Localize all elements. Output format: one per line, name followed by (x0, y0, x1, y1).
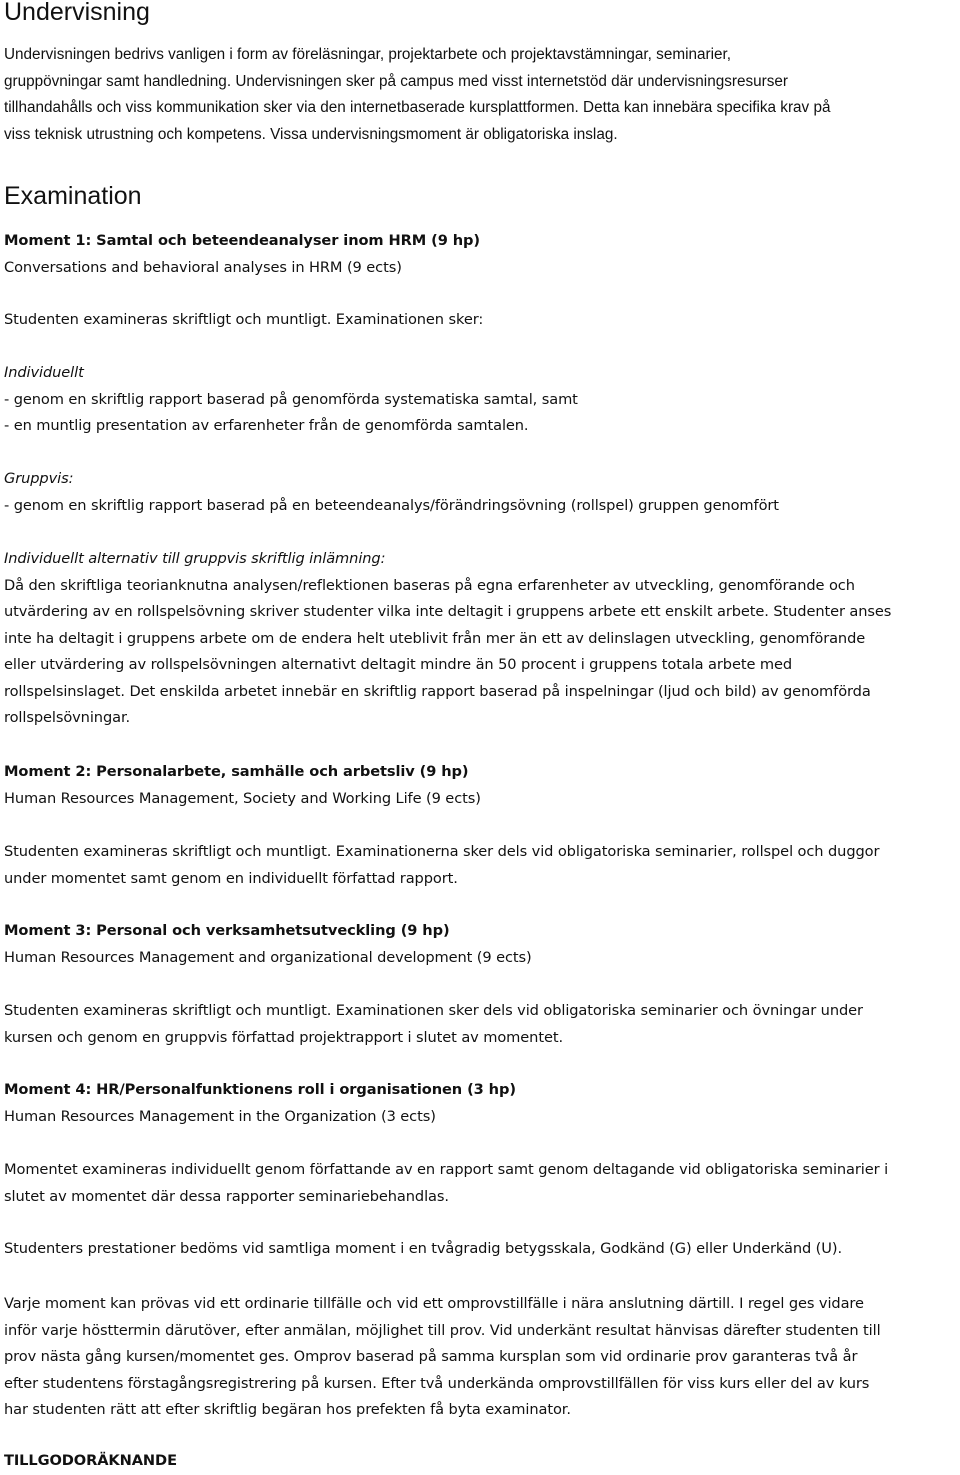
paragraph-line: gruppövningar samt handledning. Undervisningen sker på campus med visst internetstöd där undervisningsresurser (4, 72, 788, 90)
retake-line: prov nästa gång kursen/momentet ges. Omprov baserad på samma kursplan som vid ordinarie prov garanteras två år (4, 1348, 858, 1365)
gruppvis-line: - genom en skriftlig rapport baserad på en beteendeanalys/förändringsövning (rollspel) gruppen genomfört (4, 496, 779, 514)
grading-line: Studenters prestationer bedöms vid samtliga moment i en tvågradig betygsskala, Godkänd (G) eller Underkänd (U). (4, 1240, 842, 1257)
moment2-line: under momentet samt genom en individuellt författad rapport. (4, 869, 458, 887)
individuellt-line: - genom en skriftlig rapport baserad på genomförda systematiska samtal, samt (4, 390, 578, 408)
section-tillgodo (4, 1448, 958, 1475)
alternativ-line: eller utvärdering av rollspelsövningen alternativt deltagit mindre än 50 procent i gruppens totala arbete med (4, 656, 793, 673)
retake-line: Varje moment kan prövas vid ett ordinarie tillfälle och vid ett omprovstillfälle i nära anslutning därtill. I regel ges vidare (4, 1295, 864, 1312)
moment2-header (4, 759, 958, 812)
section-undervisning (4, 0, 958, 24)
alternativ-label: Individuellt alternativ till gruppvis skriftlig inlämning: (4, 550, 386, 567)
gruppvis-label: Gruppvis: (4, 470, 74, 487)
retake-line: har studenten rätt att efter skriftlig begäran hos prefekten få byta examinator. (4, 1401, 571, 1418)
undervisning-paragraph (4, 42, 958, 148)
moment1-individuellt (4, 360, 958, 440)
moment1-intro (4, 307, 958, 334)
moment4-line: Momentet examineras individuellt genom författande av en rapport samt genom deltagande vid obligatoriska seminarier i (4, 1161, 889, 1178)
moment1-gruppvis (4, 466, 958, 519)
moment2-line: Studenten examineras skriftligt och muntligt. Examinationerna sker dels vid obligatoriska seminarier, rollspel och duggor (4, 843, 880, 860)
moment1-alternativ (4, 546, 958, 732)
moment4-title: Moment 4: HR/Personalfunktionens roll i organisationen (3 hp) (4, 1081, 516, 1098)
moment2-title: Moment 2: Personalarbete, samhälle och arbetsliv (9 hp) (4, 763, 469, 780)
individuellt-line: - en muntlig presentation av erfarenheter från de genomförda samtalen. (4, 417, 529, 434)
moment3-subtitle: Human Resources Management and organizational development (9 ects) (4, 948, 532, 966)
paragraph-line: viss teknisk utrustning och kompetens. Vissa undervisningsmoment är obligatoriska inslag. (4, 125, 618, 143)
moment4-line: slutet av momentet där dessa rapporter seminariebehandlas. (4, 1187, 449, 1205)
individuellt-label: Individuellt (4, 364, 84, 381)
moment3-title: Moment 3: Personal och verksamhetsutveckling (9 hp) (4, 922, 450, 939)
moment4-text (4, 1157, 958, 1210)
moment1-intro-text: Studenten examineras skriftligt och muntligt. Examinationen sker: (4, 311, 484, 328)
alternativ-line: rollspelsövningar. (4, 709, 131, 726)
moment3-text (4, 998, 958, 1051)
moment3-header (4, 918, 958, 971)
grading-paragraph (4, 1236, 958, 1263)
heading-examination: Examination (4, 182, 142, 210)
moment3-line: Studenten examineras skriftligt och muntligt. Examinationen sker dels vid obligatoriska seminarier och övningar under (4, 1002, 863, 1019)
retake-line: efter studentens förstagångsregistrering på kursen. Efter två underkända omprovstillfällen för viss kurs eller del av kurs (4, 1374, 870, 1392)
heading-undervisning: Undervisning (4, 0, 150, 26)
moment2-text (4, 839, 958, 892)
alternativ-line: rollspelsinslaget. Det enskilda arbetet innebär en skriftlig rapport baserad på inspelningar (ljud och bild) av genomförda (4, 682, 871, 700)
alternativ-line: utvärdering av en rollspelsövning skriver studenter vilka inte deltagit i gruppens arbete ett enskilt arbete. Studenter anses (4, 603, 892, 620)
retake-line: inför varje hösttermin därutöver, efter anmälan, möjlighet till prov. Vid underkänt resultat hänvisas därefter studenten till (4, 1321, 881, 1339)
heading-tillgodo: TILLGODORÄKNANDE (4, 1452, 177, 1469)
moment1-header (4, 228, 958, 281)
paragraph-line: tillhandahålls och viss kommunikation sker via den internetbaserade kursplattformen. Detta kan innebära specifika krav på (4, 99, 831, 116)
moment1-title: Moment 1: Samtal och beteendeanalyser inom HRM (9 hp) (4, 232, 480, 249)
alternativ-line: inte ha deltagit i gruppens arbete om de endera helt uteblivit från mer än ett av delinslagen utveckling, genomförande (4, 629, 866, 647)
paragraph-line: Undervisningen bedrivs vanligen i form av föreläsningar, projektarbete och projektavstämningar, seminarier, (4, 46, 731, 63)
moment4-header (4, 1077, 958, 1130)
retake-paragraph (4, 1291, 958, 1424)
moment2-subtitle: Human Resources Management, Society and Working Life (9 ects) (4, 789, 481, 807)
moment4-subtitle: Human Resources Management in the Organization (3 ects) (4, 1107, 436, 1125)
moment1-subtitle: Conversations and behavioral analyses in HRM (9 ects) (4, 258, 402, 276)
moment3-line: kursen och genom en gruppvis författad projektrapport i slutet av momentet. (4, 1028, 563, 1046)
alternativ-line: Då den skriftliga teorianknutna analysen/reflektionen baseras på egna erfarenheter av utveckling, genomförande och (4, 576, 855, 594)
section-examination (4, 184, 958, 208)
